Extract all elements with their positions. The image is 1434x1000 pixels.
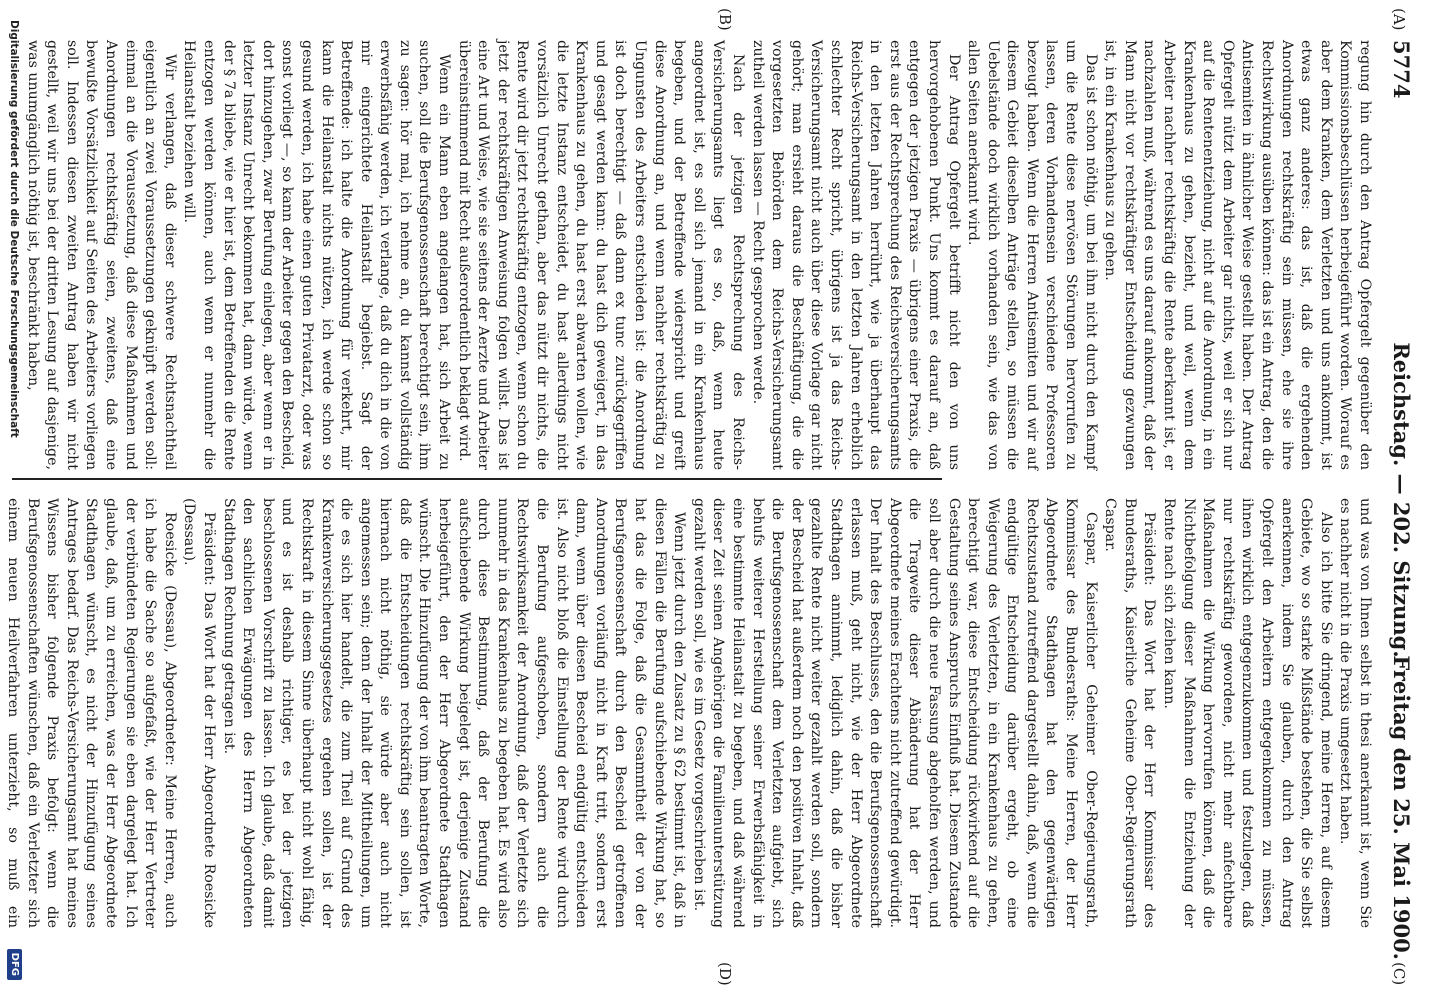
- paragraph: Das ist schon nöthig, um bei ihm nicht durch den Kampf um die Rente diese nervösen Störungen hervorrufen zu lassen, deren Vorhandensein verschiedene Professoren bezeugt haben. Wenn die Herren Antisemiten und wir auf diesem Gebiet dieselben Anträge stellen, so müssen die Uebelstände doch wirklich vorhanden sein, wie das von allen Seiten anerkannt wird.: [965, 40, 1099, 470]
- margin-marker-d: (D): [716, 962, 734, 986]
- left-text-column: [12, 40, 1374, 470]
- page-number: 5774: [1389, 40, 1414, 99]
- margin-marker-b: (B): [716, 8, 734, 31]
- paragraph: Präsident: Das Wort hat der Herr Kommissar des Bundesraths, Kaiserliche Geheime Ober-Regierungsrath Caspar.: [1102, 498, 1158, 928]
- column-divider: [12, 478, 942, 480]
- paragraph: Nach der jetzigen Rechtsprechung des Reichs-Versicherungsamts liegt es so, daß, wenn heute angeordnet ist, es soll sich jemand in ein Krankenhaus begeben, und der Betreffende widerspricht und greift diese Anordnung an, und wenn nachher rechtskräftig zu Ungunsten des Arbeiters entschieden ist: die Anordnung ist doch berechtigt — daß dann ex tunc zurückgegriffen und gesagt werden kann: du hast dich geweigert, in das Krankenhaus zu gehen, du hast erst abwarten wollen, wie die letzte Instanz entscheidet, du hast allerdings nicht vorsätzlich Unrecht gethan, aber das nützt dir nichts, die Rente wird dir jetzt rechtskräftig entzogen, wenn schon du jetzt der rechtskräftigen Anweisung folgen willst. Das ist eine Art und Weise, wie sie seitens der Aerzte und Arbeiter übereinstimmend mit Recht außerordentlich beklagt wird.: [455, 40, 746, 470]
- digitization-credit: Digitalisierung gefördert durch die Deutsche Forschungsgemeinschaft: [8, 20, 20, 438]
- paragraph: Caspar, Kaiserlicher Geheimer Ober-Regierungsrath, Kommissar des Bundesraths: Meine Herren, der Herr Abgeordnete Stadthagen hat den gegenwärtigen Rechtszustand zutreffend dargestellt dahin, daß, wenn die endgültige Entscheidung darüber ergeht, ob eine Weigerung des Verletzten, in ein Krankenhaus zu gehen, berechtigt war, diese Entscheidung rückwirkend auf die Gestaltung seines Anspruchs Einfluß hat. Diesem Zustande soll aber durch die neue Fassung abgeholfen werden, und die Tragweite dieser Abänderung hat der Herr Abgeordnete meines Erachtens nicht zutreffend gewürdigt. Der Inhalt des Beschlusses, den die Berufsgenossenschaft erlassen muß, geht nicht, wie der Herr Abgeordnete Stadthagen annimmt, lediglich dahin, daß die bisher gezahlte Rente nicht weiter gezahlt werden soll, sondern der Bescheid hat außerdem noch den positiven Inhalt, daß die Berufsgenossenschaft dem Verletzten aufgiebt, sich behufs weiterer Herstellung seiner Erwerbsfähigkeit in eine bestimmte Heilanstalt zu begeben, und daß während dieser Zeit seinen Angehörigen die Familienunterstützung gezahlt werden soll, wie es im Gesetz vorgeschrieben ist.: [690, 498, 1099, 928]
- dfg-logo: DFG: [7, 949, 22, 980]
- paragraph: Präsident: Das Wort hat der Herr Abgeordnete Roesicke (Dessau).: [181, 498, 217, 928]
- paragraph: Der Antrag Opfergelt betrifft nicht den von uns hervorgehobenen Punkt. Uns kommt es darauf an, daß entgegen der jetzigen Praxis — übrigens einer Praxis, die erst aus der Rechtsprechung des Reichsversicherungsamts in den letzten Jahren herrührt, wie ja überhaupt das Reichs-Versicherungsamt in den letzten Jahren erheblich schlechter Recht spricht, übrigens ist ja das Reichs-Versicherungsamt nicht auch über diese Vorlage gar nicht gehört; man ersieht daraus die Beschäftigung, die die vorgesetzten Behörden dem Reichs-Versicherungsamt zutheil werden lassen — Recht gesprochen werde.: [749, 40, 962, 470]
- margin-marker-c: (C): [1390, 962, 1408, 986]
- paragraph: Also ich bitte Sie dringend, meine Herren, auf diesem Gebiete, wo so starke Mißstände bestehen, die Sie selbst anerkennen, indem Sie glauben, durch den Antrag Opfergelt den Arbeitern entgegenkommen zu müssen, ihnen wirklich entgegenzukommen und festzulegen, daß nur rechtskräftig gewordene, nicht mehr anfechtbare Maßnahmen die Wirkung hervorrufen können, daß die Nichtbefolgung dieser Maßnahmen die Entziehung der Rente nach sich ziehen kann.: [1161, 498, 1334, 928]
- paragraph: Wir verlangen, daß dieser schwere Rechtsnachtheil eigentlich an zwei Voraussetzungen geknüpft werden soll: einmal an die Voraussetzung, daß diese Maßnahmen und Anordnungen rechtskräftig seien, zweitens, daß eine bewußte Vorsätzlichkeit auf Seiten des Arbeiters vorliegen soll. Indessen diesen zweiten Antrag haben wir nicht gestellt, weil wir uns bei der dritten Lesung auf dasjenige, was unumgänglich nöthig ist, beschränkt haben,: [24, 40, 178, 470]
- running-title: Reichstag. — 202. Sitzung.: [1389, 342, 1414, 658]
- margin-marker-a: (A): [1390, 8, 1408, 31]
- paragraph: Roesicke (Dessau), Abgeordneter: Meine Herren, auch ich habe die Sache so aufgefaßt, wie der Herr Vertreter der verbündeten Regierungen sie eben dargelegt hat. Ich glaube, daß, um zu erreichen, was der Herr Abgeordnete Stadthagen wünscht, es nicht der Hinzufügung seines Antrages bedarf. Das Reichs-Versicherungsamt hat meines Wissens bisher folgende Praxis befolgt: wenn die Berufsgenossenschaften wünschen, daß ein Verletzter sich einem neuen Heilverfahren unterzieht, so muß ein: [5, 498, 178, 928]
- paragraph: Wenn jetzt durch den Zusatz zu § 62 bestimmt ist, daß in diesen Fällen die Berufung aufschiebende Wirkung hat, so hat das die Folge, daß die Gesammtheit der von der Berufsgenossenschaft durch den Bescheid getroffenen Anordnungen vorläufig nicht in Kraft tritt, sondern erst dann, wenn über diesen Bescheid endgültig entschieden ist. Also nicht bloß die Einstellung der Rente wird durch die Berufung aufgeschoben, sondern auch die Rechtswirksamkeit der Anordnung, daß der Verletzte sich nunmehr in das Krankenhaus zu begeben hat. Es wird also durch diese Bestimmung, daß der Berufung die aufschiebende Wirkung beigelegt ist, derjenige Zustand herbeigeführt, den der Herr Abgeordnete Stadthagen wünscht. Die Hinzufügung der von ihm beantragten Worte, daß die Entscheidungen rechtskräftig sein sollen, ist hiernach nicht nöthig, sie würde aber auch nicht angemessen sein; denn der Inhalt der Mittheilungen, um die es sich hier handelt, die zum Theil auf Grund des Krankenversicherungsgesetzes ergehen sollen, ist der Rechtskraft in diesem Sinne überhaupt nicht wohl fähig, und es ist deshalb richtiger, es bei der jetzigen beschlossenen Vorschrift zu lassen. Ich glaube, daß damit den sachlichen Erwägungen des Herrn Abgeordneten Stadthagen Rechnung getragen ist.: [220, 498, 688, 928]
- right-text-column: [5, 498, 1374, 928]
- session-date: Freitag den 25. Mai 1900.: [1389, 655, 1414, 960]
- page-footer: [2, 20, 22, 980]
- paragraph: und was von Ihnen selbst in thesi anerkannt ist, wenn Sie es nachher nicht in die Praxis umgesetzt haben.: [1337, 498, 1373, 928]
- page-header: [1380, 40, 1420, 960]
- paragraph: regung hin durch den Antrag Opfergelt gegenüber den Kommissionsbeschlüssen herbeigeführt worden. Worauf es aber dem Kranken, dem Verletzten und uns ankommt, ist etwas ganz anderes: das ist, daß die ergehenden Anordnungen rechtskräftig sein müssen, ehe sie ihre Rechtswirkung ausüben können: das ist ein Antrag, den die Antisemiten in ähnlicher Weise gestellt haben. Der Antrag Opfergelt nützt dem Arbeiter gar nichts, weil er sich nur auf die Rentenentziehung, nicht auf die Anordnung, in ein Krankenhaus zu gehen, bezieht, und weil, wenn dem Arbeiter nachher rechtskräftig die Rente aberkannt ist, er nachzahlen muß, während es uns darauf ankommt, daß der Mann nicht vor rechtskräftiger Entscheidung gezwungen ist, in ein Krankenhaus zu gehen.: [1102, 40, 1373, 470]
- paragraph: Wenn ein Mann eben angelangen hat, sich Arbeit zu suchen, soll die Berufsgenossenschaft berechtigt sein, ihm zu sagen: hör mal, ich nehme an, du kannst vollständig erwerbsfähig werden, ich verlange, daß du dich in die von mir eingerichtete Heilanstalt begiebst. Sagt der Betreffende: ich halte die Anordnung für verkehrt, mir kann die Heilanstalt nichts nützen, ich werde schon so gesund werden, ich habe einen guten Privatarzt, oder was sonst vorliegt —, so kann der Arbeiter gegen den Bescheid, dort hinzugehen, zwar Berufung einlegen, aber wenn er in letzter Instanz Unrecht bekommen hat, dann würde, wenn der § 7a bliebe, wie er hier ist, dem Betreffenden die Rente entzogen werden können, auch wenn er nunmehr die Heilanstalt beziehen will.: [181, 40, 453, 470]
